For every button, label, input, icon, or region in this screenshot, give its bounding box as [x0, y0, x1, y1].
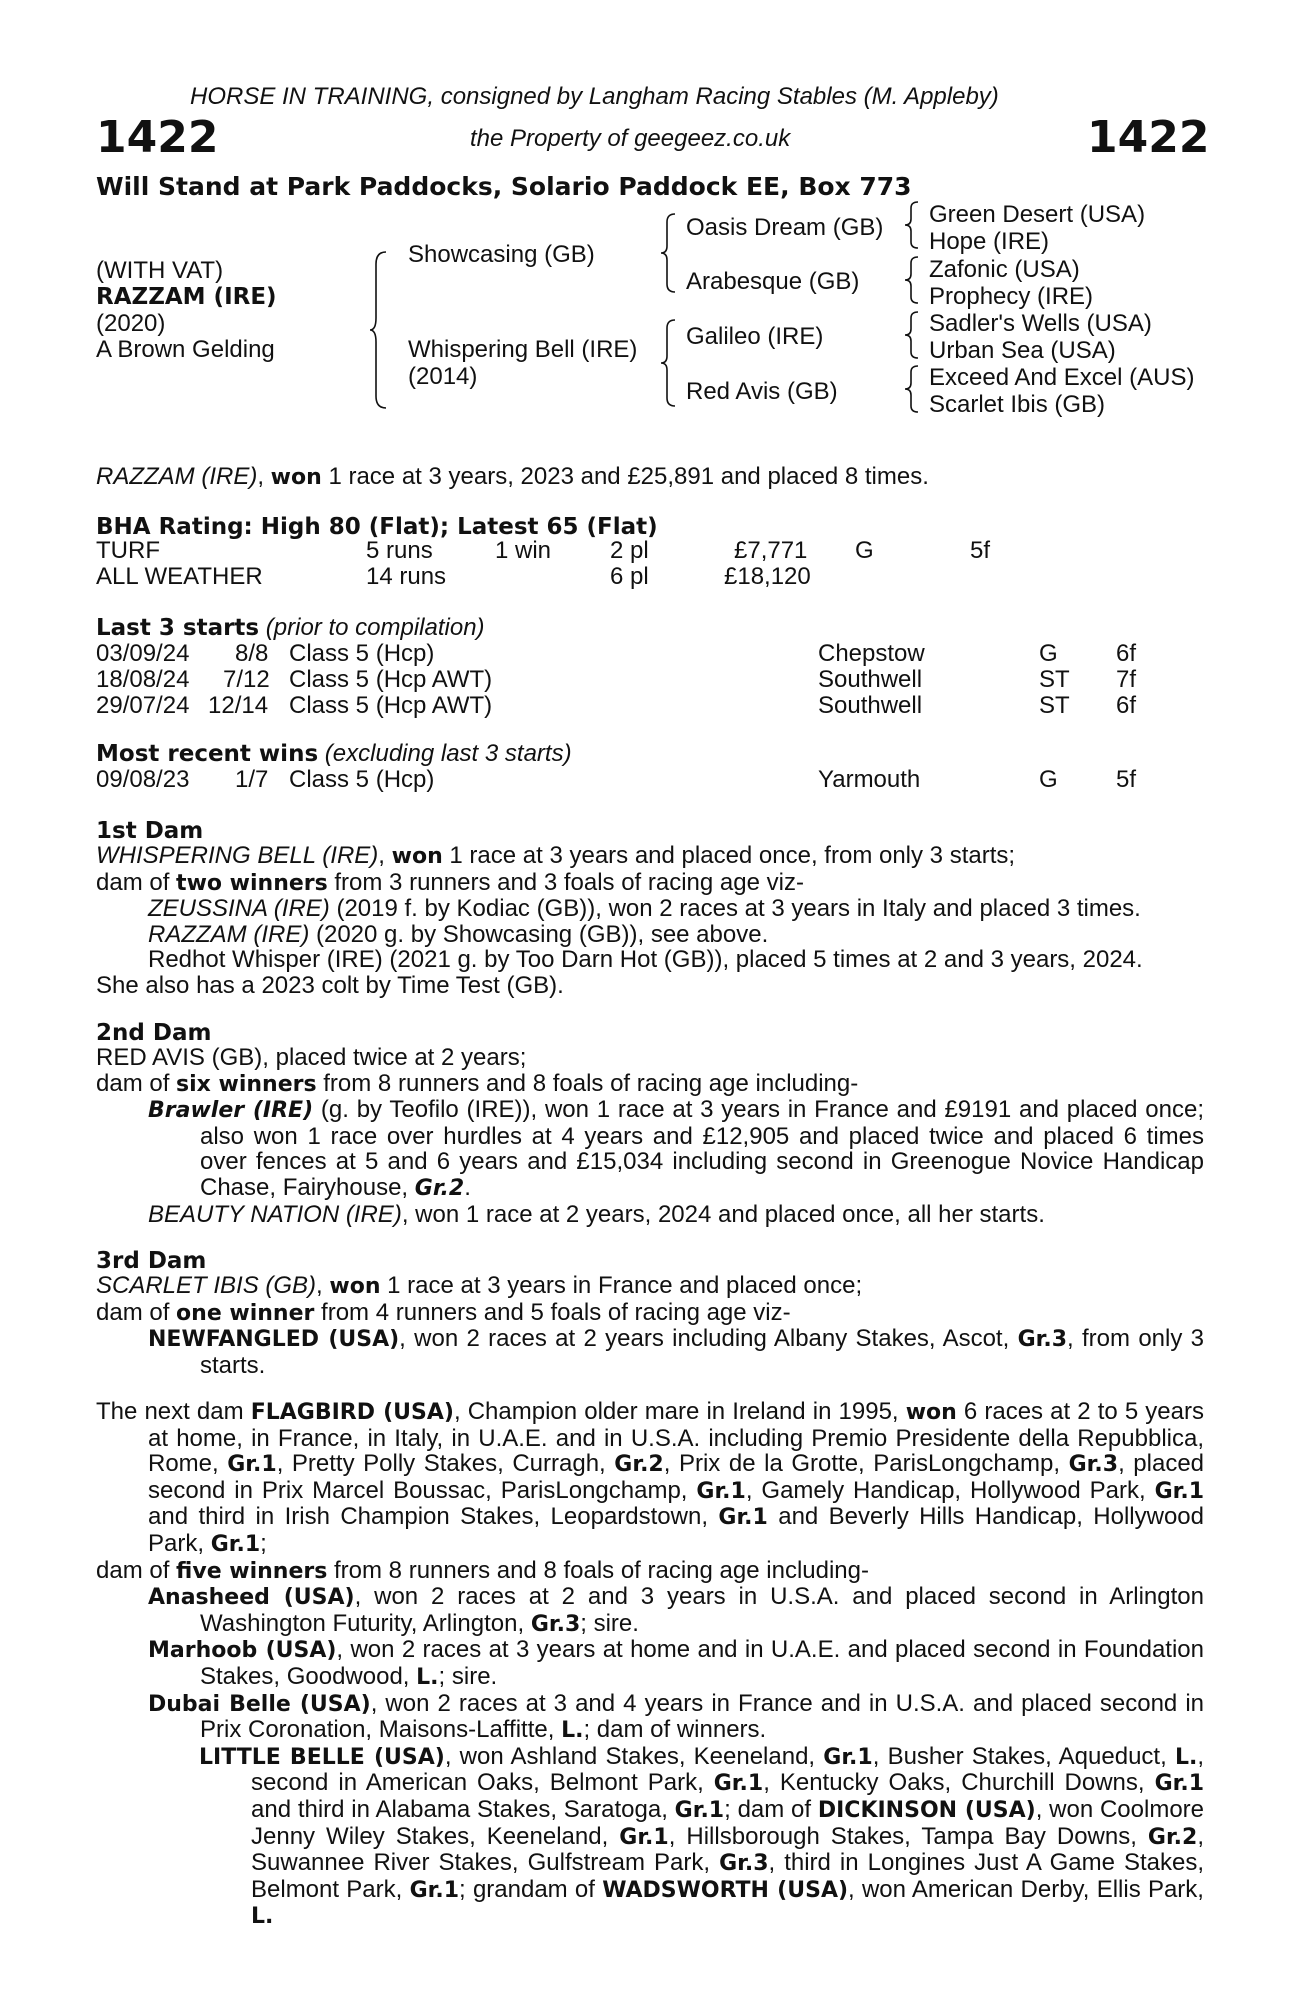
- grade: Gr.1: [713, 1771, 764, 1797]
- nextdam-text: and Beverly Hills Handicap, Hollywood Park,: [148, 1503, 1204, 1557]
- nextdam-text: , Prix de la Grotte, ParisLongchamp,: [663, 1450, 1069, 1478]
- nextdam-text: , Pretty Polly Stakes, Curragh,: [276, 1450, 615, 1478]
- dam1-note: She also has a 2023 colt by Time Test (GB).: [96, 971, 564, 999]
- nextdam-damof: dam of: [96, 1556, 177, 1584]
- grade: L.: [561, 1718, 584, 1744]
- offspring-record: ; dam of winners.: [583, 1716, 767, 1744]
- pedigree-g1: Green Desert (USA): [929, 201, 1146, 228]
- offspring-record: , third in Longines Just A Game Stakes, Belmont Park,: [251, 1849, 1205, 1903]
- run-race: Class 5 (Hcp AWT): [289, 692, 493, 719]
- run-position: 12/14: [208, 692, 269, 719]
- pedigree-dam-year: (2014): [408, 363, 478, 390]
- last3-heading: [96, 615, 485, 641]
- grade: Gr.2: [1147, 1824, 1198, 1850]
- rating-prize: £7,771: [734, 537, 808, 564]
- pedigree-dam-dam: Red Avis (GB): [686, 378, 838, 405]
- offspring-record: , won 2 races at 2 years including Albany Stakes, Ascot,: [399, 1325, 1018, 1353]
- grade: Gr.1: [718, 1505, 768, 1531]
- offspring-record: , won 2 races at 2 and 3 years in U.S.A. and placed second in Arlington Washington Futurity, Arlington,: [200, 1583, 1204, 1637]
- dam3-body: SCARLET IBIS (GB), won 1 race at 3 years in France and placed once; dam of one winner from 4 runners and 5 foals of racing age viz- NEWFANGLED (USA), won 2 races at 2 years including Albany Stakes, Ascot, Gr.3, from only 3 starts.: [96, 1272, 1205, 1379]
- offspring-name: RAZZAM (IRE): [148, 920, 310, 948]
- pedigree-g4: Prophecy (IRE): [929, 283, 1094, 310]
- offspring-record: , won American Derby, Ellis Park,: [848, 1875, 1204, 1903]
- recent-heading: [96, 741, 572, 767]
- lot-number-left: 1422: [96, 112, 219, 163]
- rating-surface: ALL WEATHER: [96, 563, 263, 590]
- dam2-heading: 2nd Dam: [96, 1020, 212, 1046]
- lot-number-right: 1422: [1087, 112, 1210, 163]
- run-dist: 6f: [1116, 640, 1137, 667]
- run-going: ST: [1039, 692, 1070, 719]
- nextdam-text: 6 races at 2 to 5 years at home, in France, in Italy, in U.A.E. and in U.S.A. including Premio Presidente della Repubblica, Rome,: [148, 1398, 1204, 1478]
- pedigree-dam: Whispering Bell (IRE): [408, 336, 638, 363]
- pedigree-brace-g3: [902, 310, 922, 360]
- run-race: Class 5 (Hcp): [289, 640, 435, 667]
- recent-row: [96, 767, 1196, 793]
- dam3-name: SCARLET IBIS (GB): [96, 1272, 317, 1299]
- grade: Gr.2: [414, 1175, 465, 1201]
- horse-description: A Brown Gelding: [96, 336, 275, 363]
- run-race: Class 5 (Hcp): [289, 766, 435, 793]
- summary-name: RAZZAM (IRE): [96, 463, 258, 490]
- run-date: 29/07/24: [96, 692, 190, 719]
- pedigree-sire-dam: Arabesque (GB): [686, 268, 860, 295]
- nextdam-text: and third in Irish Champion Stakes, Leopardstown,: [148, 1503, 719, 1531]
- offspring-record: , won 2 races at 3 and 4 years in France and in U.S.A. and placed second in Prix Coronation, Maisons-Laffitte,: [200, 1689, 1205, 1744]
- run-date: 18/08/24: [96, 666, 190, 693]
- last3-note: (prior to compilation): [259, 614, 485, 641]
- dam1-foals: from 3 runners and 3 foals of racing age viz-: [327, 868, 804, 896]
- property-line: the Property of geegeez.co.uk: [470, 125, 791, 152]
- dam3-winners: one winner: [176, 1300, 315, 1326]
- offspring-name: WADSWORTH (USA): [602, 1877, 849, 1903]
- pedigree-brace-g2: [902, 255, 922, 305]
- run-position: 8/8: [235, 640, 269, 667]
- summary-won: won: [270, 465, 322, 490]
- run-race: Class 5 (Hcp AWT): [289, 666, 493, 693]
- dam1-heading: 1st Dam: [96, 818, 204, 844]
- horse-name: RAZZAM (IRE): [96, 284, 277, 310]
- run-date: 09/08/23: [96, 766, 190, 793]
- dam1-name: WHISPERING BELL (IRE): [96, 842, 379, 869]
- offspring-record: and third in Alabama Stakes, Saratoga,: [251, 1795, 675, 1823]
- grade: Gr.3: [1068, 1452, 1119, 1478]
- offspring-record: (2020 g. by Showcasing (GB)), see above.: [309, 920, 769, 948]
- offspring-record: , won Ashland Stakes, Keeneland,: [444, 1742, 824, 1770]
- rating-runs: 14 runs: [366, 563, 447, 590]
- summary-line: RAZZAM (IRE), won 1 race at 3 years, 2023 and £25,891 and placed 8 times.: [96, 463, 929, 490]
- grade: Gr.1: [696, 1478, 746, 1504]
- pedigree-g8: Scarlet Ibis (GB): [929, 391, 1106, 418]
- pedigree-g2: Hope (IRE): [929, 228, 1050, 255]
- rating-placed: 2 pl: [610, 537, 649, 564]
- dam3-record: 1 race at 3 years in France and placed once;: [380, 1272, 863, 1299]
- horse-year: (2020): [96, 310, 166, 337]
- rating-wins: 1 win: [495, 537, 552, 564]
- dam1-won: won: [391, 844, 443, 869]
- dam2-winners: six winners: [176, 1071, 317, 1097]
- last3-row: [96, 641, 1196, 667]
- run-dist: 6f: [1116, 692, 1137, 719]
- grade: Gr.3: [530, 1611, 581, 1637]
- offspring-name: ZEUSSINA (IRE): [148, 895, 330, 923]
- grade: Gr.3: [719, 1851, 769, 1877]
- offspring-name: LITTLE BELLE (USA): [199, 1744, 445, 1770]
- grade: Gr.1: [823, 1744, 873, 1770]
- grade: Gr.3: [1017, 1327, 1068, 1353]
- pedigree-g5: Sadler's Wells (USA): [929, 310, 1152, 337]
- rating-dist: 5f: [970, 537, 991, 564]
- run-going: G: [1039, 640, 1058, 667]
- nextdam-intro: The next dam: [96, 1398, 251, 1425]
- recent-note: (excluding last 3 starts): [318, 740, 572, 767]
- dam2-name: RED AVIS (GB), placed twice at 2 years;: [96, 1044, 527, 1071]
- grade: L.: [416, 1664, 439, 1690]
- pedigree-brace-dam: [659, 318, 679, 408]
- stand-line: Will Stand at Park Paddocks, Solario Paddock EE, Box 773: [96, 172, 912, 201]
- pedigree-brace-sire: [659, 212, 679, 294]
- offspring-record: , second in American Oaks, Belmont Park,: [251, 1742, 1204, 1797]
- offspring-record: , Busher Stakes, Aqueduct,: [872, 1742, 1175, 1770]
- run-course: Southwell: [818, 666, 923, 693]
- grade: Gr.2: [614, 1452, 664, 1478]
- rating-surface: TURF: [96, 537, 160, 564]
- nextdam-name: FLAGBIRD (USA): [250, 1400, 454, 1425]
- offspring-record: ; grandam of: [459, 1875, 603, 1903]
- pedigree-g6: Urban Sea (USA): [929, 337, 1116, 364]
- offspring-record: ; dam of: [724, 1795, 818, 1823]
- grade: Gr.1: [409, 1877, 460, 1903]
- offspring-record: , Hillsborough Stakes, Tampa Bay Downs,: [668, 1822, 1148, 1850]
- pedigree-g7: Exceed And Excel (AUS): [929, 364, 1195, 391]
- pedigree-g3: Zafonic (USA): [929, 256, 1080, 283]
- offspring-name: DICKINSON (USA): [817, 1797, 1036, 1823]
- nextdam-won: won: [905, 1400, 957, 1425]
- run-position: 7/12: [223, 666, 270, 693]
- grade: Gr.1: [674, 1797, 725, 1823]
- offspring-record: (2019 f. by Kodiac (GB)), won 2 races at 3 years in Italy and placed 3 times.: [329, 895, 1141, 923]
- rating-runs: 5 runs: [366, 537, 433, 564]
- offspring-record: , won 1 race at 2 years, 2024 and placed once, all her starts.: [401, 1200, 1045, 1228]
- rating-going: G: [855, 537, 874, 564]
- run-going: G: [1039, 766, 1058, 793]
- dam2-damof: dam of: [96, 1069, 177, 1097]
- vat-label: (WITH VAT): [96, 257, 224, 284]
- dam2-foals: from 8 runners and 8 foals of racing age including-: [316, 1069, 859, 1097]
- last3-row: [96, 667, 1196, 693]
- offspring-record: , Kentucky Oaks, Churchill Downs,: [763, 1769, 1155, 1797]
- dam1-body: WHISPERING BELL (IRE), won 1 race at 3 years and placed once, from only 3 starts; dam of two winners from 3 runners and 3 foals of racing age viz- ZEUSSINA (IRE) (2019 f. by Kodiac (GB)), won 2 races at 3 years in Italy and placed 3 times. RAZZAM (IRE) (2020 g. by Showcasing (GB)), see above. Redhot Whisper (IRE) (2021 g. by Too Darn Hot (GB)), placed 5 times at 2 and 3 years, 2024. She also has a 2023 colt by Time Test (GB).: [96, 842, 1143, 999]
- grade: Gr.1: [227, 1452, 277, 1478]
- run-course: Chepstow: [818, 640, 925, 667]
- offspring-record: , Suwannee River Stakes, Gulfstream Park,: [251, 1822, 1205, 1877]
- pedigree-dam-sire: Galileo (IRE): [686, 323, 824, 350]
- rating-placed: 6 pl: [610, 563, 649, 590]
- nextdam-text: ;: [260, 1529, 267, 1557]
- offspring-name: Anasheed (USA): [148, 1585, 355, 1611]
- dam1-winners: two winners: [176, 870, 328, 896]
- run-going: ST: [1039, 666, 1070, 693]
- grade: L.: [1174, 1744, 1198, 1770]
- dam3-won: won: [329, 1274, 381, 1299]
- nextdam-text: , placed second in Prix Marcel Boussac, ParisLongchamp,: [148, 1450, 1205, 1504]
- run-date: 03/09/24: [96, 640, 190, 667]
- grade: Gr.1: [210, 1531, 261, 1557]
- summary-rest: 1 race at 3 years, 2023 and £25,891 and placed 8 times.: [321, 463, 929, 490]
- dam3-heading: 3rd Dam: [96, 1248, 207, 1274]
- run-dist: 7f: [1116, 666, 1137, 693]
- dam1-damof: dam of: [96, 868, 177, 896]
- nextdam-foals: from 8 runners and 8 foals of racing age including-: [327, 1556, 869, 1584]
- offspring-name: Brawler (IRE): [148, 1098, 314, 1124]
- dam1-record: 1 race at 3 years and placed once, from only 3 starts;: [442, 842, 1016, 869]
- pedigree-sire: Showcasing (GB): [408, 241, 595, 268]
- run-dist: 5f: [1116, 766, 1137, 793]
- rating-heading: BHA Rating: High 80 (Flat); Latest 65 (Flat): [96, 514, 658, 540]
- offspring-record: ; sire.: [580, 1609, 639, 1637]
- nextdam-text: , Gamely Handicap, Hollywood Park,: [745, 1476, 1155, 1504]
- offspring-name: Marhoob (USA): [148, 1638, 337, 1664]
- offspring-record: , won Coolmore Jenny Wiley Stakes, Keeneland,: [251, 1795, 1205, 1850]
- offspring-record: (g. by Teofilo (IRE)), won 1 race at 3 years in France and £9191 and placed once; also won 1 race over hurdles at 4 years and £12,905 and placed twice and placed 6 times over fences at 5 and 6 years and £15,034 including second in Greenogue Novice Handicap Chase, Fairyhouse,: [200, 1096, 1204, 1201]
- pedigree-brace-main: [368, 250, 392, 410]
- offspring-record: ; sire.: [438, 1662, 498, 1690]
- dam2-body: [96, 1045, 1204, 1227]
- rating-row-aw: [96, 564, 1096, 590]
- rating-row-turf: [96, 538, 1096, 564]
- grade: Gr.1: [1154, 1771, 1204, 1797]
- offspring-name: NEWFANGLED (USA): [148, 1327, 400, 1353]
- pedigree-brace-g4: [902, 364, 922, 414]
- run-position: 1/7: [235, 766, 269, 793]
- pedigree-sire-sire: Oasis Dream (GB): [686, 214, 884, 241]
- nextdam-body: [96, 1399, 1204, 1930]
- offspring-record: .: [464, 1173, 471, 1201]
- pedigree-brace-g1: [902, 200, 922, 250]
- offspring-record: , won 2 races at 3 years at home and in U.A.E. and placed second in Foundation Stakes, Goodwood,: [200, 1636, 1204, 1690]
- consigned-line: HORSE IN TRAINING, consigned by Langham Racing Stables (M. Appleby): [190, 83, 999, 110]
- recent-title: Most recent wins: [96, 741, 319, 767]
- offspring-name: BEAUTY NATION (IRE): [148, 1200, 402, 1228]
- last3-row: [96, 693, 1196, 719]
- dam3-foals: from 4 runners and 5 foals of racing age viz-: [314, 1298, 791, 1326]
- grade: Gr.1: [1154, 1478, 1204, 1504]
- dam3-damof: dam of: [96, 1298, 177, 1326]
- offspring-record: Redhot Whisper (IRE) (2021 g. by Too Darn Hot (GB)), placed 5 times at 2 and 3 years, 2024.: [148, 946, 1143, 974]
- rating-prize: £18,120: [724, 563, 811, 590]
- nextdam-winners: five winners: [176, 1558, 328, 1584]
- run-course: Yarmouth: [818, 766, 921, 793]
- offspring-record: , from only 3 starts.: [200, 1325, 1205, 1379]
- run-course: Southwell: [818, 692, 923, 719]
- grade: Gr.1: [619, 1824, 669, 1850]
- nextdam-text: , Champion older mare in Ireland in 1995,: [453, 1398, 906, 1425]
- offspring-name: Dubai Belle (USA): [148, 1691, 371, 1717]
- last3-title: Last 3 starts: [96, 615, 260, 641]
- grade: L.: [251, 1904, 274, 1930]
